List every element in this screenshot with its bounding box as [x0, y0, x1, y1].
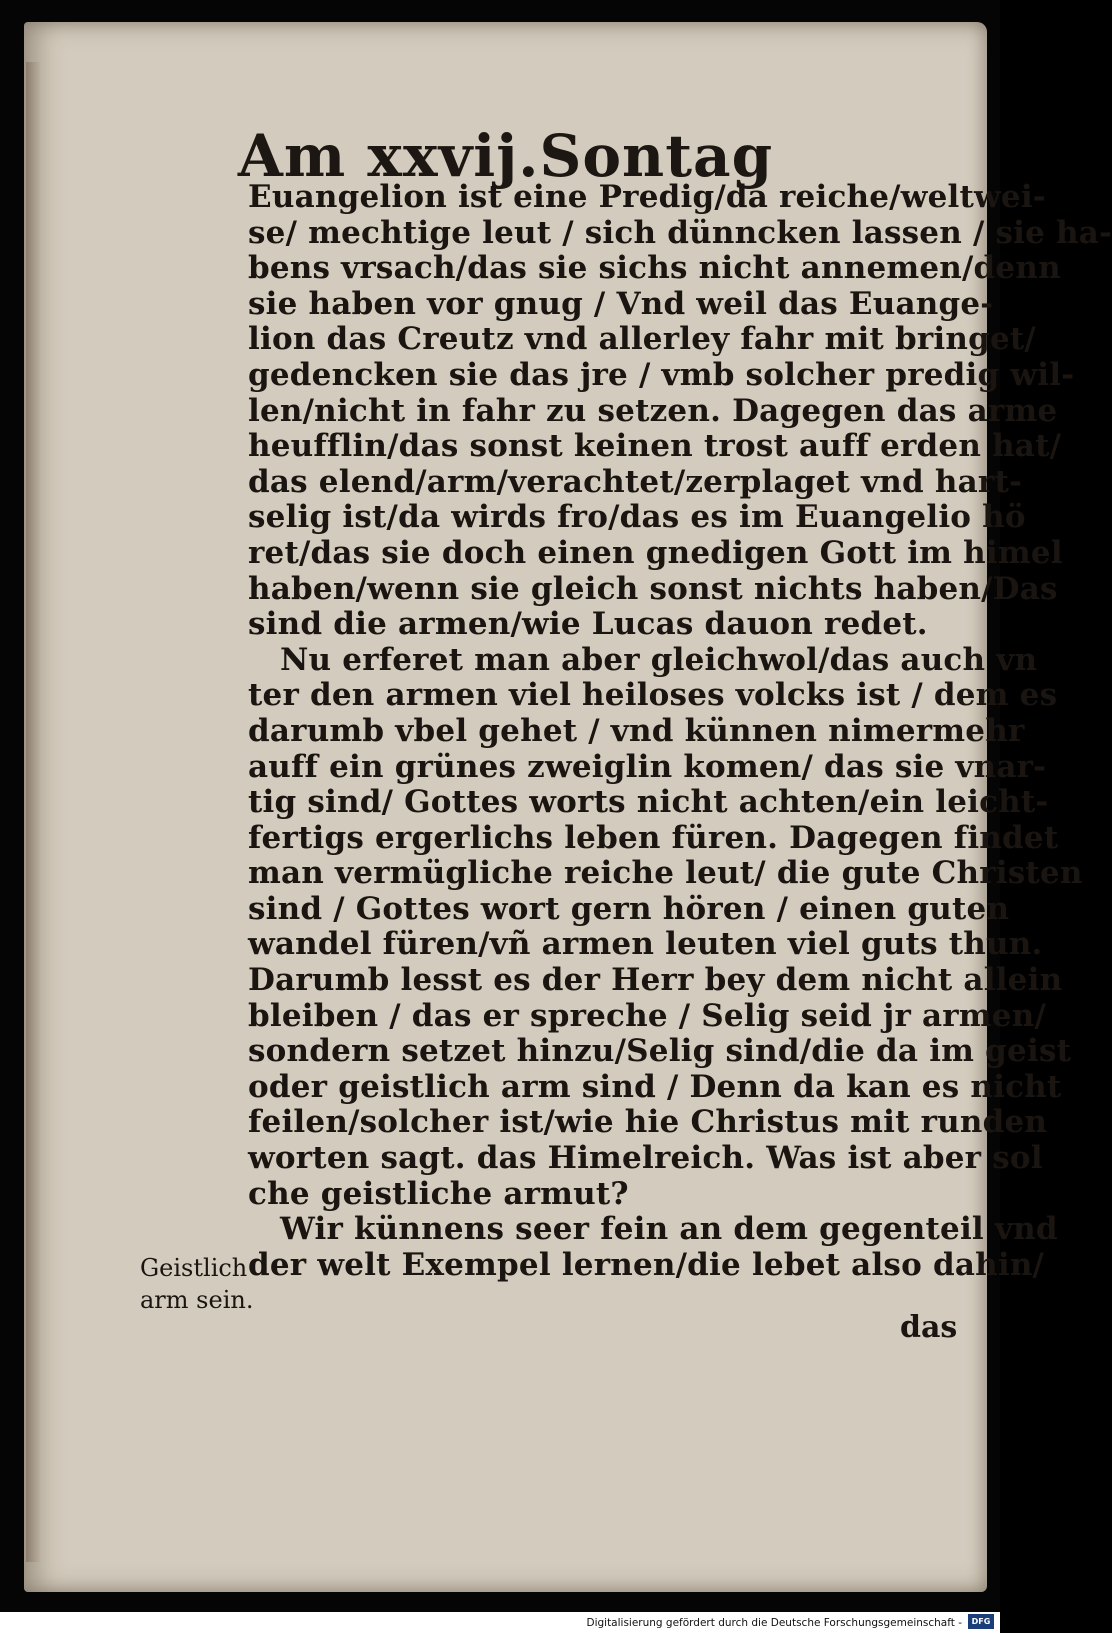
text-line: ret/das sie doch einen gnedigen Gott im himel	[248, 534, 1063, 571]
marginal-note	[140, 1252, 253, 1316]
text-line: der welt Exempel lernen/die lebet also dahin/	[248, 1246, 1045, 1283]
page-gutter-shadow	[26, 62, 40, 1562]
text-line: sondern setzet hinzu/Selig sind/die da im geist	[248, 1033, 1072, 1070]
text-line: sie haben vor gnug / Vnd weil das Euange-	[248, 285, 994, 322]
running-header: Am xxvij.Sontag	[237, 122, 774, 190]
text-line: sind / Gottes wort gern hören / einen guten	[248, 890, 1010, 927]
text-line: bens vrsach/das sie sichs nicht annemen/denn	[248, 250, 1061, 287]
text-line: man vermügliche reiche leut/ die gute Christen	[248, 855, 1083, 892]
text-line: ter den armen viel heiloses volcks ist / dem es	[248, 677, 1058, 714]
text-line: selig ist/da wirds fro/das es im Euangelio hö	[248, 499, 1026, 536]
text-line: che geistliche armut?	[248, 1175, 629, 1212]
text-line: tig sind/ Gottes worts nicht achten/ein leicht-	[248, 784, 1049, 821]
text-line: se/ mechtige leut / sich dünncken lassen / sie ha-	[248, 214, 1112, 251]
marginal-note-line: arm sein.	[140, 1286, 254, 1314]
text-line: Nu erferet man aber gleichwol/das auch vn	[280, 641, 1038, 678]
text-line: oder geistlich arm sind / Denn da kan es nicht	[248, 1068, 1062, 1105]
text-line: fertigs ergerlichs leben füren. Dagegen findet	[248, 819, 1059, 856]
marginal-note-line: Geistlich	[140, 1254, 248, 1282]
text-line: Darumb lesst es der Herr bey dem nicht allein	[248, 962, 1063, 999]
text-line: gedencken sie das jre / vmb solcher predig wil-	[248, 356, 1075, 393]
text-line: wandel füren/vñ armen leuten viel guts thun.	[248, 926, 1043, 963]
body-text	[248, 179, 1112, 1283]
text-line: Euangelion ist eine Predig/da reiche/weltwei-	[248, 179, 1046, 215]
text-line: Wir künnens seer fein an dem gegenteil vnd	[280, 1211, 1058, 1248]
dfg-logo: DFG	[968, 1614, 994, 1629]
text-line: worten sagt. das Himelreich. Was ist aber sol	[248, 1140, 1043, 1177]
text-line: len/nicht in fahr zu setzen. Dagegen das arme	[248, 392, 1058, 429]
text-line: auff ein grünes zweiglin komen/ das sie vnar-	[248, 748, 1047, 785]
text-line: bleiben / das er spreche / Selig seid jr armen/	[248, 997, 1046, 1034]
text-line: haben/wenn sie gleich sonst nichts haben/Das	[248, 570, 1058, 607]
catchword: das	[900, 1310, 958, 1345]
text-line: das elend/arm/verachtet/zerplaget vnd hart-	[248, 463, 1023, 500]
text-line: sind die armen/wie Lucas dauon redet.	[248, 606, 928, 643]
text-line: darumb vbel gehet / vnd künnen nimermehr	[248, 712, 1025, 749]
text-line: feilen/solcher ist/wie hie Christus mit runden	[248, 1104, 1048, 1141]
funding-credit: Digitalisierung gefördert durch die Deutsche Forschungsgemeinschaft -	[586, 1617, 962, 1629]
text-line: lion das Creutz vnd allerley fahr mit bringet/	[248, 321, 1036, 358]
text-line: heufflin/das sonst keinen trost auff erden hat/	[248, 428, 1062, 465]
